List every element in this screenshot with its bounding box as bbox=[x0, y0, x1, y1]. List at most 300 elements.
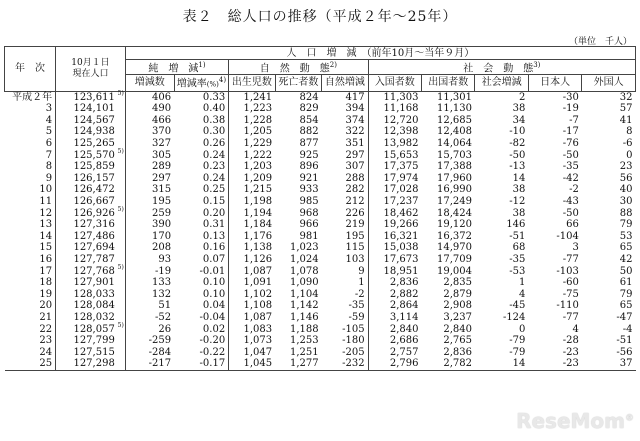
row-births: 1,215 bbox=[243, 184, 273, 196]
row-births: 1,102 bbox=[243, 288, 273, 300]
row-japanese: -104 bbox=[556, 230, 579, 242]
row-entries: 18,951 bbox=[383, 265, 419, 277]
table-row bbox=[5, 277, 636, 289]
row-japanese: -7 bbox=[569, 114, 579, 126]
row-social-change: 4 bbox=[519, 288, 526, 300]
table-row bbox=[5, 150, 636, 162]
population-table bbox=[4, 46, 636, 371]
row-year: 8 bbox=[5, 161, 56, 173]
table-row bbox=[5, 358, 636, 370]
row-net-rate: 0.24 bbox=[174, 173, 229, 185]
header-foreign: 外国人 bbox=[582, 75, 636, 91]
header-natural: 自 然 動 態$^{2)}$ bbox=[229, 60, 368, 75]
page-title: 表２ 総人口の推移（平成２年～25年） bbox=[182, 9, 458, 25]
row-deaths: 925 bbox=[299, 149, 319, 161]
row-net-change: 170 bbox=[152, 230, 172, 242]
row-population: 125,570 5) bbox=[56, 150, 126, 162]
row-year: 5 bbox=[5, 126, 56, 138]
row-net-rate: 0.26 bbox=[174, 138, 229, 150]
row-japanese: -30 bbox=[562, 91, 579, 103]
row-natural-change: 226 bbox=[322, 208, 368, 220]
row-natural-change: 212 bbox=[322, 196, 368, 208]
row-net-change: 133 bbox=[152, 277, 172, 289]
row-deaths: 1,104 bbox=[289, 288, 319, 300]
row-net-change: 289 bbox=[152, 161, 172, 173]
row-foreign: 23 bbox=[619, 161, 633, 173]
row-deaths: 921 bbox=[299, 172, 319, 184]
row-social-change: 38 bbox=[512, 103, 526, 115]
row-births: 1,228 bbox=[243, 114, 273, 126]
row-entries: 12,398 bbox=[383, 126, 419, 138]
table-row bbox=[5, 300, 636, 312]
row-foreign: 40 bbox=[619, 184, 633, 196]
footnote-marker: 5) bbox=[117, 89, 124, 97]
row-natural-change: 219 bbox=[322, 219, 368, 231]
row-social-change: -13 bbox=[509, 161, 526, 173]
row-social-change: -124 bbox=[502, 311, 526, 323]
table-row bbox=[5, 208, 636, 220]
row-entries: 17,375 bbox=[383, 161, 419, 173]
row-births: 1,108 bbox=[243, 300, 273, 312]
row-social-change: 0 bbox=[519, 323, 526, 335]
row-population: 127,787 bbox=[56, 254, 126, 266]
row-deaths: 824 bbox=[299, 91, 319, 103]
row-exits: 11,130 bbox=[436, 103, 472, 115]
table-row bbox=[5, 242, 636, 254]
row-net-rate: 0.25 bbox=[174, 184, 229, 196]
row-year: 25 bbox=[5, 358, 56, 370]
row-net-rate: 0.40 bbox=[174, 103, 229, 115]
row-entries: 2,864 bbox=[389, 300, 419, 312]
row-entries: 12,720 bbox=[383, 114, 419, 126]
header-social-change: 社会増減 bbox=[475, 75, 528, 91]
row-net-change: -19 bbox=[154, 265, 172, 277]
row-population: 127,515 bbox=[56, 347, 126, 359]
row-natural-change: 417 bbox=[322, 91, 368, 103]
row-entries: 19,266 bbox=[383, 219, 419, 231]
row-population: 127,799 bbox=[56, 335, 126, 347]
row-natural-change: -180 bbox=[322, 335, 368, 347]
row-net-rate: 0.30 bbox=[174, 126, 229, 138]
row-population: 126,472 bbox=[56, 184, 126, 196]
row-deaths: 1,142 bbox=[289, 300, 319, 312]
footnote-marker: 5) bbox=[117, 205, 124, 213]
row-year: 3 bbox=[5, 103, 56, 115]
row-entries: 3,114 bbox=[389, 311, 419, 323]
row-foreign: 65 bbox=[619, 300, 633, 312]
unit-label: （単位 千人） bbox=[568, 37, 632, 47]
header-year: 年 次 bbox=[5, 47, 56, 92]
table-row bbox=[5, 289, 636, 301]
row-year: 11 bbox=[5, 196, 56, 208]
row-year: 7 bbox=[5, 150, 56, 162]
row-year: 16 bbox=[5, 254, 56, 266]
row-social-change: -45 bbox=[509, 300, 526, 312]
row-foreign: 37 bbox=[582, 358, 636, 370]
row-net-change: -217 bbox=[125, 358, 174, 370]
row-social-change: -12 bbox=[509, 196, 526, 208]
table-row bbox=[5, 254, 636, 266]
row-net-rate: 0.04 bbox=[174, 300, 229, 312]
row-exits: 2,840 bbox=[443, 323, 472, 335]
row-social-change: 2 bbox=[519, 91, 526, 103]
row-natural-change: -59 bbox=[322, 312, 368, 324]
table-row bbox=[5, 184, 636, 196]
row-social-change: 1 bbox=[519, 277, 526, 289]
row-exits: 2,836 bbox=[443, 346, 472, 358]
footnote-marker: 5) bbox=[117, 321, 124, 329]
row-net-rate: -0.04 bbox=[174, 312, 229, 324]
row-natural-change: 297 bbox=[322, 150, 368, 162]
row-exits: 2,908 bbox=[443, 300, 472, 312]
row-population: 123,611 5) bbox=[56, 91, 126, 103]
row-births: 1,138 bbox=[243, 242, 273, 254]
row-net-rate: 0.23 bbox=[174, 161, 229, 173]
row-natural-change: 322 bbox=[322, 126, 368, 138]
row-natural-change: -232 bbox=[322, 358, 368, 370]
row-net-change: 26 bbox=[158, 323, 172, 335]
row-foreign: 53 bbox=[619, 230, 633, 242]
row-japanese: -77 bbox=[562, 254, 579, 266]
row-social-change: 14 bbox=[475, 358, 528, 370]
row-japanese: -42 bbox=[562, 172, 579, 184]
row-foreign: -6 bbox=[622, 138, 633, 150]
row-net-change: 195 bbox=[152, 196, 172, 208]
row-japanese: -60 bbox=[562, 277, 579, 289]
row-net-change: 51 bbox=[158, 300, 172, 312]
row-japanese: -28 bbox=[562, 335, 579, 347]
row-net-change: 406 bbox=[152, 91, 172, 103]
row-year: 15 bbox=[5, 242, 56, 254]
row-natural-change: 351 bbox=[322, 138, 368, 150]
row-entries: 18,462 bbox=[383, 207, 419, 219]
row-births: 1,209 bbox=[243, 172, 273, 184]
row-exits: 2,879 bbox=[443, 288, 472, 300]
row-deaths: 1,024 bbox=[289, 254, 319, 266]
row-foreign: -56 bbox=[616, 346, 633, 358]
row-exits: 2,782 bbox=[422, 358, 475, 370]
row-net-rate: 0.10 bbox=[174, 289, 229, 301]
row-natural-change: 282 bbox=[322, 184, 368, 196]
header-entries: 入国者数 bbox=[368, 75, 421, 91]
row-year: 6 bbox=[5, 138, 56, 150]
row-year: 21 bbox=[5, 312, 56, 324]
row-net-change: -52 bbox=[154, 311, 172, 323]
row-deaths: 933 bbox=[299, 184, 319, 196]
row-foreign: 61 bbox=[619, 277, 633, 289]
row-deaths: 829 bbox=[299, 103, 319, 115]
row-foreign: 0 bbox=[626, 149, 633, 161]
row-deaths: 1,253 bbox=[289, 335, 319, 347]
row-japanese: -35 bbox=[562, 161, 579, 173]
row-year: 23 bbox=[5, 335, 56, 347]
row-population: 126,157 bbox=[56, 173, 126, 185]
row-entries: 11,168 bbox=[383, 103, 419, 115]
row-social-change: 146 bbox=[506, 219, 526, 231]
row-natural-change: 288 bbox=[322, 173, 368, 185]
row-japanese: -50 bbox=[562, 207, 579, 219]
header-japanese: 日本人 bbox=[528, 75, 581, 91]
row-population: 128,032 bbox=[56, 312, 126, 324]
row-deaths: 985 bbox=[299, 196, 319, 208]
row-natural-change: 9 bbox=[322, 266, 368, 278]
row-year: 22 bbox=[5, 324, 56, 336]
row-population: 125,265 bbox=[56, 138, 126, 150]
row-net-rate: 0.07 bbox=[174, 254, 229, 266]
row-foreign: 56 bbox=[619, 172, 633, 184]
row-entries: 2,882 bbox=[389, 288, 419, 300]
row-deaths: 1,078 bbox=[289, 265, 319, 277]
row-net-change: 490 bbox=[152, 103, 172, 115]
row-exits: 18,424 bbox=[436, 207, 472, 219]
row-births: 1,126 bbox=[243, 254, 273, 266]
row-natural-change: 103 bbox=[322, 254, 368, 266]
row-year: 17 bbox=[5, 266, 56, 278]
row-births: 1,087 bbox=[243, 265, 273, 277]
row-net-change: 297 bbox=[152, 172, 172, 184]
row-foreign: 41 bbox=[619, 114, 633, 126]
row-population: 124,101 bbox=[56, 103, 126, 115]
row-natural-change: -2 bbox=[322, 289, 368, 301]
row-foreign: -51 bbox=[616, 335, 633, 347]
row-social-change: 38 bbox=[512, 207, 526, 219]
row-japanese: -19 bbox=[562, 103, 579, 115]
header-births: 出生児数 bbox=[229, 75, 275, 91]
row-foreign: -4 bbox=[622, 323, 633, 335]
row-population: 127,298 bbox=[56, 358, 126, 370]
row-deaths: 1,277 bbox=[275, 358, 321, 370]
row-natural-change: 115 bbox=[322, 242, 368, 254]
row-foreign: 50 bbox=[619, 265, 633, 277]
row-exits: 17,960 bbox=[436, 172, 472, 184]
row-year: 14 bbox=[5, 231, 56, 243]
row-social-change: -79 bbox=[509, 346, 526, 358]
row-foreign: 32 bbox=[619, 91, 633, 103]
row-natural-change: 195 bbox=[322, 231, 368, 243]
row-japanese: -23 bbox=[562, 346, 579, 358]
row-exits: 11,301 bbox=[436, 91, 472, 103]
row-year: 20 bbox=[5, 300, 56, 312]
row-deaths: 1,251 bbox=[289, 346, 319, 358]
table-row bbox=[5, 103, 636, 115]
header-exits: 出国者数 bbox=[422, 75, 475, 91]
row-population: 127,694 bbox=[56, 242, 126, 254]
row-social-change: -50 bbox=[509, 149, 526, 161]
table-row bbox=[5, 138, 636, 150]
row-deaths: 1,023 bbox=[289, 242, 319, 254]
row-net-rate: 0.15 bbox=[174, 196, 229, 208]
row-entries: 15,038 bbox=[383, 242, 419, 254]
row-year: 平成２年 bbox=[5, 91, 56, 103]
row-net-rate: 0.24 bbox=[174, 150, 229, 162]
row-exits: 12,408 bbox=[436, 126, 472, 138]
row-year: 9 bbox=[5, 173, 56, 185]
row-population: 128,033 bbox=[56, 289, 126, 301]
row-deaths: 896 bbox=[299, 161, 319, 173]
row-net-change: 305 bbox=[152, 149, 172, 161]
table-row bbox=[5, 126, 636, 138]
row-population: 126,926 5) bbox=[56, 208, 126, 220]
row-foreign: 57 bbox=[619, 103, 633, 115]
row-population: 127,486 bbox=[56, 231, 126, 243]
row-exits: 14,970 bbox=[436, 242, 472, 254]
row-japanese: -75 bbox=[562, 288, 579, 300]
row-social-change: -53 bbox=[509, 265, 526, 277]
footnote-marker: 5) bbox=[117, 263, 124, 271]
row-net-change: 315 bbox=[152, 184, 172, 196]
row-japanese: -23 bbox=[528, 358, 581, 370]
row-net-change: 327 bbox=[152, 138, 172, 150]
row-foreign: 30 bbox=[619, 196, 633, 208]
table-row bbox=[5, 347, 636, 359]
row-births: 1,047 bbox=[243, 346, 273, 358]
table-row bbox=[5, 266, 636, 278]
row-social-change: -79 bbox=[509, 335, 526, 347]
row-births: 1,241 bbox=[243, 91, 273, 103]
row-japanese: -76 bbox=[562, 138, 579, 150]
header-net-count: 増減数 bbox=[125, 75, 174, 91]
row-year: 12 bbox=[5, 208, 56, 220]
row-foreign: 79 bbox=[619, 219, 633, 231]
row-births: 1,229 bbox=[243, 138, 273, 150]
row-foreign: 88 bbox=[619, 207, 633, 219]
row-foreign: 65 bbox=[619, 242, 633, 254]
row-births: 1,194 bbox=[243, 207, 273, 219]
row-deaths: 1,188 bbox=[289, 323, 319, 335]
row-births: 1,073 bbox=[243, 335, 273, 347]
row-net-rate: 0.38 bbox=[174, 115, 229, 127]
row-deaths: 966 bbox=[299, 219, 319, 231]
row-births: 1,176 bbox=[243, 230, 273, 242]
row-japanese: 66 bbox=[566, 219, 579, 231]
row-entries: 16,321 bbox=[383, 230, 419, 242]
row-foreign: -47 bbox=[616, 311, 633, 323]
row-foreign: 42 bbox=[619, 254, 633, 266]
row-births: 1,205 bbox=[243, 126, 273, 138]
row-social-change: 38 bbox=[512, 184, 526, 196]
table-row bbox=[5, 312, 636, 324]
row-japanese: -43 bbox=[562, 196, 579, 208]
row-entries: 17,673 bbox=[383, 254, 419, 266]
row-births: 1,045 bbox=[229, 358, 275, 370]
row-japanese: 4 bbox=[572, 323, 579, 335]
header-population: 10月１日 現在人口 bbox=[56, 47, 126, 92]
row-entries: 2,836 bbox=[389, 277, 419, 289]
row-year: 19 bbox=[5, 289, 56, 301]
header-natural-change: 自然増減 bbox=[322, 75, 368, 91]
row-entries: 17,974 bbox=[383, 172, 419, 184]
row-births: 1,222 bbox=[243, 149, 273, 161]
row-deaths: 877 bbox=[299, 138, 319, 150]
row-foreign: 79 bbox=[619, 288, 633, 300]
row-net-rate: -0.22 bbox=[174, 347, 229, 359]
row-exits: 16,372 bbox=[436, 230, 472, 242]
row-net-change: 390 bbox=[152, 219, 172, 231]
row-japanese: 3 bbox=[572, 242, 579, 254]
row-net-change: 93 bbox=[158, 254, 172, 266]
row-population: 128,084 bbox=[56, 300, 126, 312]
row-net-rate: 0.13 bbox=[174, 231, 229, 243]
table-row bbox=[5, 324, 636, 336]
row-net-change: 370 bbox=[152, 126, 172, 138]
row-deaths: 1,146 bbox=[289, 311, 319, 323]
row-entries: 11,303 bbox=[383, 91, 419, 103]
row-social-change: -51 bbox=[509, 230, 526, 242]
row-population: 126,667 bbox=[56, 196, 126, 208]
table-row bbox=[5, 219, 636, 231]
row-deaths: 882 bbox=[299, 126, 319, 138]
row-deaths: 981 bbox=[299, 230, 319, 242]
table-row bbox=[5, 196, 636, 208]
row-births: 1,184 bbox=[243, 219, 273, 231]
row-net-rate: 0.31 bbox=[174, 219, 229, 231]
row-net-change: 208 bbox=[152, 242, 172, 254]
row-net-rate: 0.02 bbox=[174, 324, 229, 336]
row-net-rate: 0.20 bbox=[174, 208, 229, 220]
row-population: 124,938 bbox=[56, 126, 126, 138]
row-entries: 13,982 bbox=[383, 138, 419, 150]
row-net-rate: 0.16 bbox=[174, 242, 229, 254]
row-net-change: -284 bbox=[148, 346, 172, 358]
row-social-change: -10 bbox=[509, 126, 526, 138]
row-deaths: 968 bbox=[299, 207, 319, 219]
row-births: 1,198 bbox=[243, 196, 273, 208]
row-natural-change: -105 bbox=[322, 324, 368, 336]
row-natural-change: 394 bbox=[322, 103, 368, 115]
row-entries: 15,653 bbox=[383, 149, 419, 161]
row-population: 127,768 5) bbox=[56, 266, 126, 278]
row-net-rate: 0.33 bbox=[174, 91, 229, 103]
row-exits: 16,990 bbox=[436, 184, 472, 196]
row-births: 1,083 bbox=[243, 323, 273, 335]
table-row bbox=[5, 161, 636, 173]
row-natural-change: -205 bbox=[322, 347, 368, 359]
row-year: 10 bbox=[5, 184, 56, 196]
row-social-change: 68 bbox=[512, 242, 526, 254]
header-deaths: 死亡者数 bbox=[275, 75, 321, 91]
row-net-change: 132 bbox=[152, 288, 172, 300]
row-exits: 15,703 bbox=[436, 149, 472, 161]
footnote-marker: 5) bbox=[117, 147, 124, 155]
table-row bbox=[5, 115, 636, 127]
row-exits: 19,120 bbox=[436, 219, 472, 231]
row-japanese: -50 bbox=[562, 149, 579, 161]
row-foreign: 8 bbox=[626, 126, 633, 138]
row-exits: 3,237 bbox=[443, 311, 472, 323]
row-entries: 2,796 bbox=[368, 358, 421, 370]
row-population: 127,901 bbox=[56, 277, 126, 289]
row-exits: 14,064 bbox=[436, 138, 472, 150]
header-change-group: 人 口 増 減 （前年10月～当年９月） bbox=[125, 47, 635, 60]
row-social-change: -35 bbox=[509, 254, 526, 266]
row-natural-change: -35 bbox=[322, 300, 368, 312]
table-row bbox=[5, 231, 636, 243]
row-net-rate: -0.01 bbox=[174, 266, 229, 278]
row-deaths: 1,090 bbox=[289, 277, 319, 289]
row-population: 124,567 bbox=[56, 115, 126, 127]
row-exits: 19,004 bbox=[436, 265, 472, 277]
row-net-change: 259 bbox=[152, 207, 172, 219]
row-deaths: 854 bbox=[299, 114, 319, 126]
row-entries: 17,028 bbox=[383, 184, 419, 196]
header-net: 純 増 減$^{1)}$ bbox=[125, 60, 228, 75]
row-net-rate: 0.10 bbox=[174, 277, 229, 289]
row-births: 1,091 bbox=[243, 277, 273, 289]
row-population: 127,316 bbox=[56, 219, 126, 231]
row-natural-change: 307 bbox=[322, 161, 368, 173]
row-net-change: 466 bbox=[152, 114, 172, 126]
table-row bbox=[5, 91, 636, 103]
